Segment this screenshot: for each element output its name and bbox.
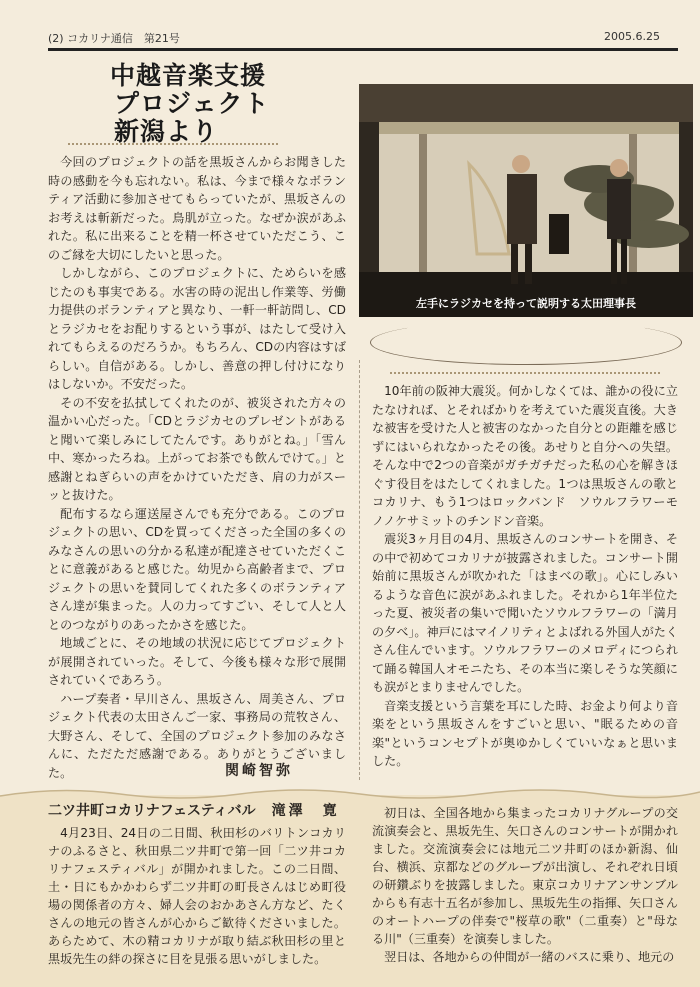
festival-left-paragraph: 4月23日、24日の二日間、秋田杉のバリトンコカリナのふるさと、秋田県二ツ井町で第一回「二ツ井コカリナフェスティバル」が開かれました。この二日間、土・日にもかかわらず二ツ井町の町長さんはじめ町役場の関係者の方々、婦人会のおかあさん方など、たくさんの地元の皆さんが心からご歓待くださいました。あらためて、木の精コカリナが取り結ぶ秋田杉の里と黒坂先生の絆の探さに目を見張る思いがしました。 (48, 826, 346, 966)
photo-caption: 左手にラジカセを持って説明する太田理事長 (416, 297, 636, 310)
title-line-2: プロジェクト (114, 89, 270, 118)
left-paragraph: 配布するなら運送屋さんでも充分である。このプロジェクトの思い、CDを買ってくださった全国の多くのみなさんの思いの分かる私達が配達させていただくことに意義があると感じた。幼児から高齢者まで、プロジェクトの思いを賛同してくれた多くのボランティアさん達が集まった。人の力ってすごい、そして人と人とのつながりのあったかさを感じた。 (48, 506, 346, 632)
festival-right-paragraph: 初日は、全国各地から集まったコカリナグループの交流演奏会と、黒坂先生、矢口さんのコンサートが開かれました。交流演奏会には地元二ツ井町のほか新潟、仙台、横浜、京都などのグループが出演し、それぞれ日頃の研鑽ぶりを披露しました。東京コカリナアンサンブルからも有志十五名が参加し、黒坂先生の指揮、矢口さんのオートハープの伴奏で"桜草の歌"（二重奏）と"母なる川"（三重奏）を演奏しました。 (372, 806, 678, 946)
left-paragraph: その不安を払拭してくれたのが、被災された方々の温かい心だった。「CDとラジカセのプレゼントがあると聞いて楽しみにしてたんです。ありがとね。」「雪ん中、寒かったろね。上がってお茶でも飲んでけて。」と感謝とねぎらいの声をかけていただき、肩の力がスーッと抜けた。 (48, 395, 346, 502)
right-column-divider (390, 372, 660, 374)
title-line-3: 新潟より (114, 117, 219, 146)
right-column-text (372, 382, 678, 771)
decorative-oval (370, 320, 682, 365)
festival-title: 二ツ井町コカリナフェスティバル (48, 803, 256, 819)
festival-author: 滝澤 寛 (271, 803, 340, 819)
festival-right-paragraph: 翌日は、各地からの仲間が一緒のバスに乗り、地元の (384, 950, 675, 964)
right-paragraph: 10年前の阪神大震災。何かしなくては、誰かの役に立たなければ、とそればかりを考えていた震災直後。大きな被害を受けた人と被害のなかった自分との距離を感じずにはいられなかったその後。あせりと自分への失望。そんな中で2つの音楽がガチガチだった私の心を解きほぐす役目をはたしてくれました。1つは黒坂さんの歌とコカリナ、もう1つはロックバンド ソウルフラワーモノノケサミットのチンドン音楽。 (372, 384, 678, 528)
stage-photo (359, 84, 693, 317)
title-underline (68, 143, 278, 145)
festival-heading (48, 800, 348, 820)
right-paragraph: 音楽支援という言葉を耳にした時、お金より何より音楽をという黒坂さんをすごいと思い、"眠るための音楽"というコンセプトが奥ゆかしくていいなぁと思いました。 (372, 698, 678, 768)
left-column-text (48, 153, 346, 782)
issue-date: 2005.6.25 (604, 30, 660, 43)
left-author: 関崎智弥 (225, 763, 293, 779)
left-paragraph: ハープ奏者・早川さん、黒坂さん、周美さん、プロジェクト代表の太田さんご一家、事務局の荒牧さん、大野さん、そして、全国のプロジェクト参加のみなさんに、ただただ感謝である。ありがとうございました。 (48, 691, 346, 780)
festival-left-text (48, 824, 346, 968)
article-title (110, 62, 350, 146)
stage-photo-image (359, 84, 693, 317)
page-header (48, 28, 660, 48)
issue-label: (2) コカリナ通信 第21号 (48, 32, 180, 45)
left-paragraph: しかしながら、このプロジェクトに、ためらいを感じたのも事実である。水害の時の泥出し作業等、労働力提供のボランティアと異なり、一軒一軒訪問し、CDとラジカセをお配りするという事が、はたして受け入れてもらえるのだろうか。もちろん、CDの内容はすばらしい。自信がある。しかし、善意の押し付けになりはしないか。不安だった。 (48, 266, 346, 391)
left-paragraph: 地域ごとに、その地域の状況に応じてプロジェクトが展開されていった。そして、今後も様々な形で展開されていくであろう。 (48, 636, 346, 687)
header-rule (48, 48, 678, 51)
title-line-1: 中越音楽支援 (110, 61, 267, 90)
column-divider (359, 360, 360, 780)
left-paragraph: 今回のプロジェクトの話を黒坂さんからお聞きした時の感動を今も忘れない。私は、今まで様々なボランティア活動に参加させてもらっていたが、黒坂さんのお考えは斬新だった。鳥肌が立った。なぜか涙があふれた。私に出来ることを精一杯させていただこう、このご縁を大切にしたいと思った。 (48, 155, 346, 262)
festival-right-text (372, 804, 678, 966)
right-paragraph: 震災3ヶ月目の4月、黒坂さんのコンサートを開き、その中で初めてコカリナが披露されました。コンサート開始前に黒坂さんが吹かれた「はまべの歌」。心にしみいるような音色に涙があふれました。それから1年半位たった夏、被災者の集いで聞いたソウルフラワーの「満月の夕べ」。神戸にはマイノリティとよばれる外国人がたくさん住んでいます。ソウルフラワーのメロディにつられて踊る韓国人オモニたち、その本当に楽しそうな笑顔にも涙がとまりませんでした。 (372, 532, 678, 694)
